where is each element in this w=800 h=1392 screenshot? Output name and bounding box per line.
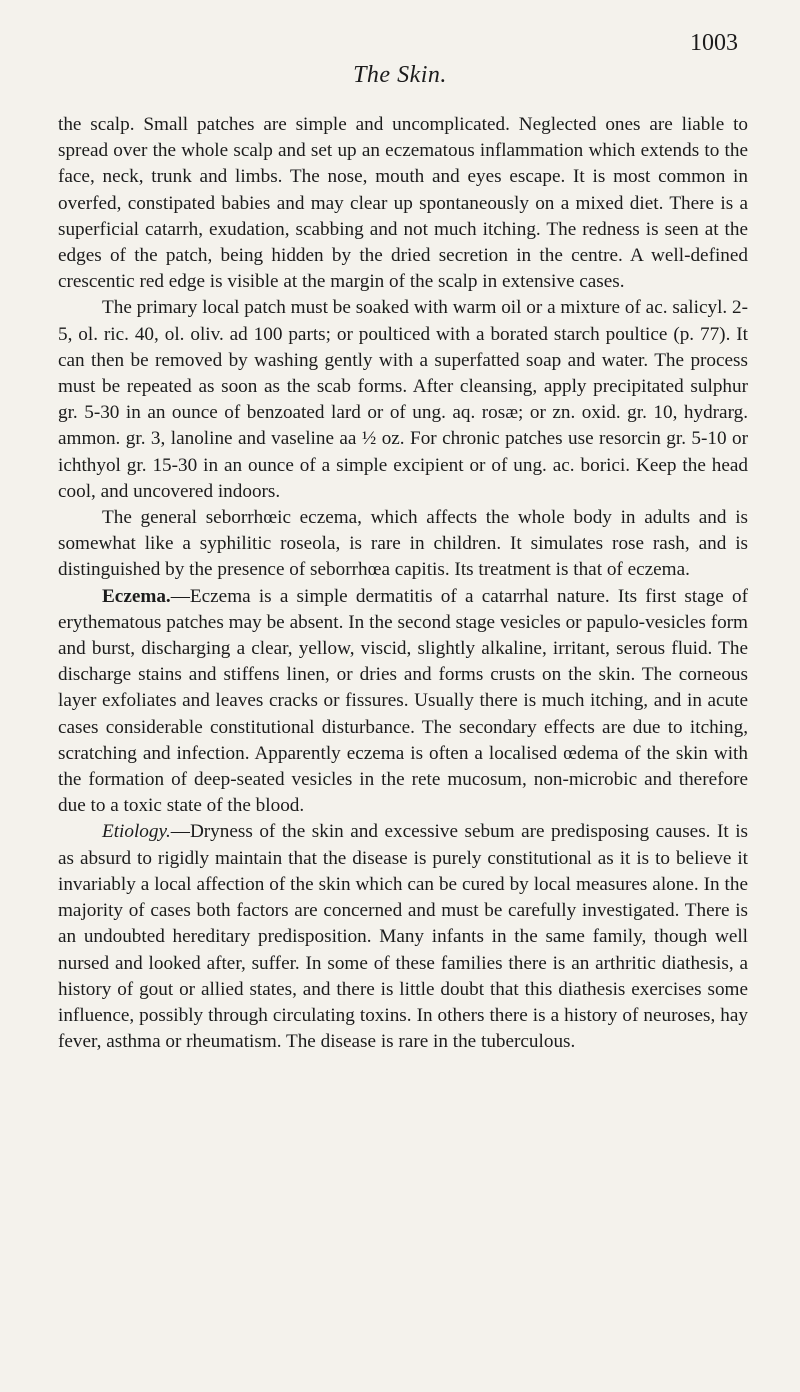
paragraph-eczema-text: —Eczema is a simple dermatitis of a catarrhal nature. Its first stage of erythematous patches may be absent. In the second stage vesicles or papulo-vesicles form and burst, discharging a clear, yellow, viscid, slightly alkaline, irritant, serous fluid. The discharge stains and stiffens linen, or dries and forms crusts on the skin. The corneous layer exfoliates and leaves cracks or fissures. Usually there is much itching, and in acute cases considerable constitutional disturbance. The secondary effects are due to itching, scratching and infection. Apparently eczema is often a localised œdema of the skin with the formation of deep-seated vesicles in the rete mucosum, non-microbic and therefore due to a toxic state of the blood. [58,585,748,817]
paragraph-eczema [58,584,748,820]
body-text [58,112,748,1055]
paragraph-etiology [58,819,748,1055]
paragraph-scalp-continuation: the scalp. Small patches are simple and uncomplicated. Neglected ones are liable to spread over the whole scalp and set up an eczematous inflammation which extends to the face, neck, trunk and limbs. The nose, mouth and eyes escape. It is most common in overfed, constipated babies and may clear up spontaneously on a mixed diet. There is a superficial catarrh, exudation, scabbing and not much itching. The redness is seen at the edges of the patch, being hidden by the dried secretion in the centre. A well-defined crescentic red edge is visible at the margin of the scalp in extensive cases. [58,114,748,293]
paragraph-seborrhoeic-eczema: The general seborrhœic eczema, which affects the whole body in adults and is somewhat like a syphilitic roseola, is rare in children. It simulates rose rash, and is distinguished by the presence of seborrhœa capitis. Its treatment is that of eczema. [58,507,748,581]
paragraph-etiology-text: —Dryness of the skin and excessive sebum are predisposing causes. It is as absurd to rigidly maintain that the disease is purely constitutional as it is to believe it invariably a local affection of the skin which can be cured by local measures alone. In the majority of cases both factors are concerned and must be carefully investigated. There is an undoubted hereditary predisposition. Many infants in the same family, though well nursed and looked after, suffer. In some of these families there is an arthritic diathesis, a history of gout or allied states, and there is little doubt that this diathesis exercises some influence, possibly through circulating toxins. In others there is a history of neuroses, hay fever, asthma or rheumatism. The disease is rare in the tuberculous. [58,821,748,1053]
page-number: 1003 [690,30,738,56]
section-heading-etiology: Etiology. [102,821,171,843]
section-heading-eczema: Eczema. [102,585,171,607]
running-title: The Skin. [353,62,447,88]
paragraph-treatment: The primary local patch must be soaked with warm oil or a mixture of ac. salicyl. 2-5, ol. ric. 40, ol. oliv. ad 100 parts; or poulticed with a borated starch poultice (p. 77). It can then be removed by washing gently with a superfatted soap and water. The process must be repeated as soon as the scab forms. After cleansing, apply precipitated sulphur gr. 5-30 in an ounce of benzoated lard or of ung. aq. rosæ; or zn. oxid. gr. 10, hydrarg. ammon. gr. 3, lanoline and vaseline aa ½ oz. For chronic patches use resorcin gr. 5-10 or ichthyol gr. 15-30 in an ounce of a simple excipient or of ung. ac. borici. Keep the head cool, and uncovered indoors. [58,297,748,502]
